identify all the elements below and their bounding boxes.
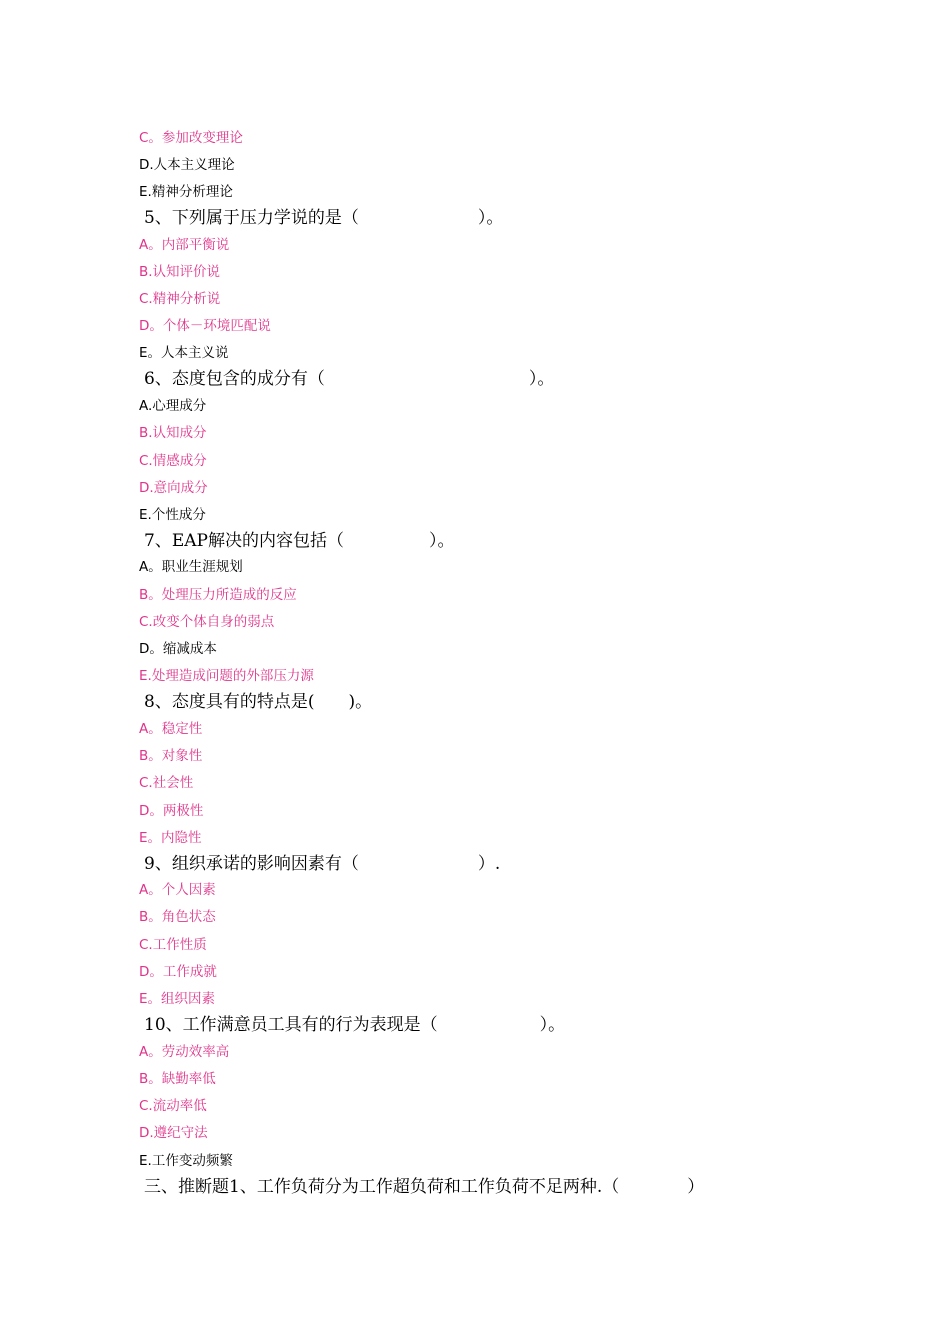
- q8-option-b: B。对象性: [139, 748, 203, 764]
- q4-option-d: D.人本主义理论: [139, 157, 235, 173]
- q5-stem: 5、下列属于压力学说的是（ ）。: [144, 208, 504, 228]
- q6-option-e: E.个性成分: [139, 507, 206, 523]
- q8-option-e: E。内隐性: [139, 830, 202, 846]
- q7-option-c: C.改变个体自身的弱点: [139, 614, 275, 630]
- q9-option-b: B。角色状态: [139, 909, 216, 925]
- q6-option-a: A.心理成分: [139, 398, 207, 414]
- q8-option-c: C.社会性: [139, 775, 194, 791]
- q7-option-e: E.处理造成问题的外部压力源: [139, 668, 314, 684]
- q6-stem: 6、态度包含的成分有（ ）。: [144, 369, 555, 389]
- q6-option-d: D.意向成分: [139, 480, 208, 496]
- q7-option-d: D。缩减成本: [139, 641, 217, 657]
- q7-option-b: B。处理压力所造成的反应: [139, 587, 297, 603]
- q9-option-a: A。个人因素: [139, 882, 216, 898]
- q4-option-e: E.精神分析理论: [139, 184, 233, 200]
- q5-option-b: B.认知评价说: [139, 264, 221, 280]
- section3-question1: 三、推断题1、工作负荷分为工作超负荷和工作负荷不足两种.（ ）: [144, 1177, 705, 1197]
- q5-option-d: D。个体－环境匹配说: [139, 318, 271, 334]
- q4-option-c: C。参加改变理论: [139, 130, 243, 146]
- q8-option-d: D。两极性: [139, 803, 204, 819]
- q10-option-b: B。缺勤率低: [139, 1071, 216, 1087]
- q8-stem: 8、态度具有的特点是( )。: [144, 692, 373, 712]
- q9-option-d: D。工作成就: [139, 964, 217, 980]
- q5-option-c: C.精神分析说: [139, 291, 221, 307]
- q8-option-a: A。稳定性: [139, 721, 203, 737]
- q10-option-e: E.工作变动频繁: [139, 1153, 233, 1169]
- q9-stem: 9、组织承诺的影响因素有（ ）.: [144, 854, 501, 874]
- q10-option-a: A。劳动效率高: [139, 1044, 230, 1060]
- q6-option-b: B.认知成分: [139, 425, 207, 441]
- q10-stem: 10、工作满意员工具有的行为表现是（ ）。: [144, 1015, 566, 1035]
- q9-option-c: C.工作性质: [139, 937, 207, 953]
- q9-option-e: E。组织因素: [139, 991, 216, 1007]
- q5-option-a: A。内部平衡说: [139, 237, 230, 253]
- q10-option-d: D.遵纪守法: [139, 1125, 208, 1141]
- q10-option-c: C.流动率低: [139, 1098, 207, 1114]
- q5-option-e: E。人本主义说: [139, 345, 229, 361]
- q7-option-a: A。职业生涯规划: [139, 559, 243, 575]
- q6-option-c: C.情感成分: [139, 453, 207, 469]
- q7-stem: 7、EAP解决的内容包括（ ）。: [144, 531, 455, 551]
